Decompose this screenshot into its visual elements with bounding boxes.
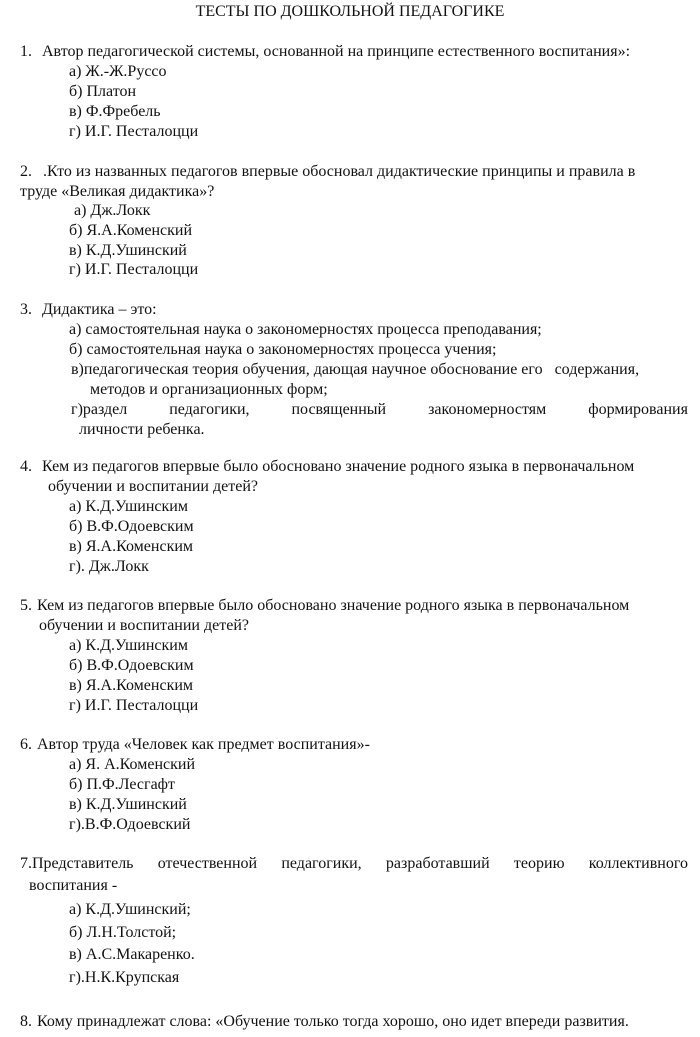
question-text: обучении и воспитании детей? (39, 617, 249, 634)
word: педагогики, (169, 401, 250, 418)
question-number: 5. (20, 597, 32, 614)
answer-option: а) К.Д.Ушинским (69, 637, 188, 654)
word: закономерностям (428, 401, 547, 418)
question-number: 8. (20, 1013, 32, 1030)
question-number: 6. (20, 736, 32, 753)
question-text: .Кто из названных педагогов впервые обосновал дидактические принципы и правила в (43, 163, 636, 180)
question-number: 7. (20, 855, 32, 872)
word: 7.Представитель (20, 855, 134, 872)
word: коллективного (588, 855, 688, 872)
answer-option: в) А.С.Макаренко. (69, 946, 195, 963)
answer-option: б) Платон (69, 83, 137, 100)
document-title: ТЕСТЫ ПО ДОШКОЛЬНОЙ ПЕДАГОГИКЕ (195, 3, 505, 20)
answer-option: в) Я.А.Коменским (69, 538, 194, 555)
answer-option: б) Л.Н.Толстой; (69, 924, 177, 941)
question-text (20, 854, 688, 874)
question-text: Автор труда «Человек как предмет воспитания»- (37, 736, 370, 753)
question-text: Кем из педагогов впервые было обосновано значение родного языка в первоначальном (42, 458, 635, 475)
answer-option: б) В.Ф.Одоевским (69, 657, 194, 674)
answer-option: г) И.Г. Песталоцци (69, 123, 199, 140)
answer-option: в)педагогическая теория обучения, дающая научное обоснование его содержания, (71, 361, 640, 378)
answer-option: б) Я.А.Коменский (69, 222, 193, 239)
answer-option: г). Дж.Локк (69, 558, 149, 575)
question-text: труде «Великая дидактика»? (20, 183, 215, 200)
question-number: 3. (20, 301, 32, 318)
answer-option: б) В.Ф.Одоевским (69, 518, 194, 535)
answer-option: г) И.Г. Песталоцци (69, 697, 199, 714)
word: формирования (588, 401, 688, 418)
answer-option: а) К.Д.Ушинский; (69, 901, 191, 918)
answer-option: а) К.Д.Ушинским (69, 498, 188, 515)
word: посвященный (291, 401, 387, 418)
word: отечественной (157, 855, 258, 872)
answer-option: в) Ф.Фребель (69, 103, 161, 120)
question-number: 2. (20, 163, 32, 180)
answer-option: б) П.Ф.Лесгафт (69, 776, 176, 793)
answer-option-continued: методов и организационных форм; (90, 381, 328, 398)
question-text: Автор педагогической системы, основанной на принципе естественного воспитания»: (42, 43, 631, 60)
word: теорию (513, 855, 565, 872)
question-text: обучении и воспитании детей? (48, 478, 258, 495)
answer-option (71, 400, 688, 420)
answer-option: г) И.Г. Песталоцци (69, 261, 199, 278)
answer-option: в) К.Д.Ушинский (69, 796, 187, 813)
answer-option-continued: личности ребенка. (79, 421, 205, 438)
word: педагогики, (281, 855, 362, 872)
answer-option: а) Я. А.Коменский (69, 756, 196, 773)
answer-option: б) самостоятельная наука о закономерностях процесса учения; (69, 341, 497, 358)
question-number: 4. (20, 458, 32, 475)
question-text: воспитания - (29, 877, 118, 894)
answer-option: а) Дж.Локк (74, 202, 151, 219)
word: разработавший (385, 855, 490, 872)
question-text: Кем из педагогов впервые было обосновано значение родного языка в первоначальном (37, 597, 630, 614)
word: г)раздел (71, 401, 128, 418)
answer-option: в) Я.А.Коменским (69, 677, 194, 694)
question-text: Дидактика – это: (42, 301, 157, 318)
answer-option: г).В.Ф.Одоевский (69, 816, 191, 833)
answer-option: а) Ж.-Ж.Руссо (69, 63, 167, 80)
answer-option: а) самостоятельная наука о закономерностях процесса преподавания; (69, 321, 542, 338)
question-text: Кому принадлежат слова: «Обучение только тогда хорошо, оно идет впереди развития. (37, 1013, 629, 1030)
question-number: 1. (20, 43, 32, 60)
answer-option: в) К.Д.Ушинский (69, 242, 187, 259)
answer-option: г).Н.К.Крупская (69, 969, 180, 986)
